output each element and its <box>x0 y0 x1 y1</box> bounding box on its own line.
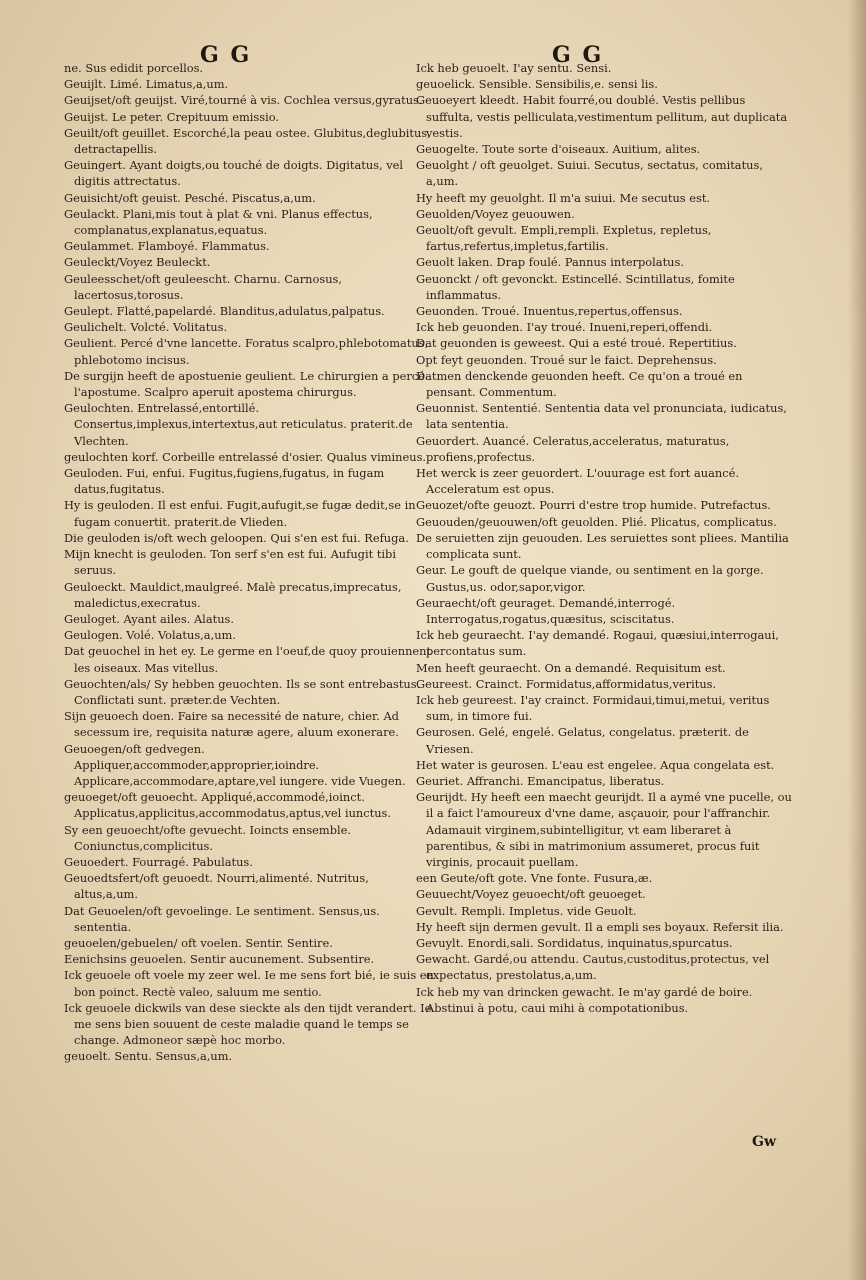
dictionary-entry: Ick geuoele oft voele my zeer wel. Ie me sens fort bié, ie suis en bon poinct. Rectè valeo, saluum me sentio. <box>64 968 434 999</box>
dictionary-entry: Geuloget. Ayant ailes. Alatus. <box>64 611 234 626</box>
dictionary-entry: Sijn geuoech doen. Faire sa necessité de nature, chier. Ad secessum ire, requisita naturæ agere, aluum exonerare. <box>64 709 399 740</box>
dictionary-entry: Geulept. Flatté,papelardé. Blanditus,adulatus,palpatus. <box>64 304 385 319</box>
dictionary-entry: Geureest. Crainct. Formidatus,afformidatus,veritus. <box>416 676 717 691</box>
left-column <box>64 60 436 1065</box>
dictionary-entry: geuoelt. Sentu. Sensus,a,um. <box>64 1049 233 1064</box>
dictionary-entry: Geulient. Percé d'vne lancette. Foratus scalpro,phlebotomatus, phlebotomo incisus. <box>64 336 429 367</box>
dictionary-entry: Geuolght / oft geuolget. Suiui. Secutus, sectatus, comitatus, a,um. <box>416 158 763 189</box>
dictionary-entry: Geuolt/oft gevult. Empli,rempli. Expletus, repletus, fartus,refertus,impletus,fartilis. <box>416 223 712 254</box>
dictionary-entry: Hy is geuloden. Il est enfui. Fugit,aufugit,se fugæ dedit,se in fugam conuertit. praterit.de Vlieden. <box>64 498 416 529</box>
dictionary-entry: De seruietten zijn geuouden. Les seruiettes sont pliees. Mantilia complicata sunt. <box>416 530 789 562</box>
dictionary-entry: geulochten korf. Corbeille entrelassé d'osier. Qualus vimineus. <box>64 449 427 464</box>
dictionary-entry: Geurosen. Gelé, engelé. Gelatus, congelatus. præterit. de Vriesen. <box>416 725 749 756</box>
dictionary-entry: Geuonckt / oft gevonckt. Estincellé. Scintillatus, fomite inflammatus. <box>416 271 735 302</box>
dictionary-entry: Eenichsins geuoelen. Sentir aucunement. Subsentire. <box>64 952 375 967</box>
dictionary-entry: Geuogelte. Toute sorte d'oiseaux. Auitium, alites. <box>416 142 701 157</box>
dictionary-entry: Geuolt laken. Drap foulé. Pannus interpolatus. <box>416 255 684 270</box>
dictionary-entry: een Geute/oft gote. Vne fonte. Fusura,æ. <box>416 871 653 886</box>
dictionary-entry: Geuleesschet/oft geuleescht. Charnu. Carnosus, lacertosus,torosus. <box>64 271 343 302</box>
dictionary-entry: Geulackt. Plani,mis tout à plat & vni. Planus effectus, complanatus,explanatus,equatus. <box>64 206 373 238</box>
dictionary-entry: Ick heb geuoelt. I'ay sentu. Sensi. <box>416 61 612 75</box>
dictionary-entry: Ick heb geureest. I'ay crainct. Formidaui,timui,metui, veritus sum, in timore fui. <box>416 692 770 724</box>
running-header-right: G G <box>552 42 604 68</box>
dictionary-entry: Datmen denckende geuonden heeft. Ce qu'on a troué en pensant. Commentum. <box>416 368 743 400</box>
dictionary-entry: Geulichelt. Volcté. Volitatus. <box>64 320 228 335</box>
page-edge-shadow <box>848 0 866 1280</box>
dictionary-entry: Mijn knecht is geuloden. Ton serf s'en est fui. Aufugit tibi seruus. <box>64 547 396 578</box>
dictionary-entry: Geur. Le gouft de quelque viande, ou sentiment en la gorge. Gustus,us. odor,sapor,vigor. <box>416 563 764 594</box>
dictionary-entry: Geuilt/oft geuillet. Escorché,la peau ostee. Glubitus,deglubitus, detractapellis. <box>64 125 431 157</box>
dictionary-entry: Geuleckt/Voyez Beuleckt. <box>64 255 211 270</box>
dictionary-entry: Hy heeft my geuolght. Il m'a suiui. Me secutus est. <box>416 190 711 205</box>
dictionary-entry: Geulogen. Volé. Volatus,a,um. <box>64 628 236 643</box>
dictionary-entry: geuoeget/oft geuoecht. Appliqué,accommodé,ioinct. Applicatus,applicitus,accommodatus,aptus,vel iunctus. <box>64 790 392 821</box>
dictionary-entry: Opt feyt geuonden. Troué sur le faict. Deprehensus. <box>416 352 717 367</box>
dictionary-entry: Geuuecht/Voyez geuoecht/oft geuoeget. <box>416 887 646 902</box>
dictionary-entry: Geuijset/oft geuijst. Viré,tourné à vis. Cochlea versus,gyratus. <box>64 93 423 108</box>
dictionary-entry: Geuouden/geuouwen/oft geuolden. Plié. Plicatus, complicatus. <box>416 514 777 529</box>
dictionary-entry: geuoelen/gebuelen/ oft voelen. Sentir. Sentire. <box>64 935 333 950</box>
dictionary-entry: Hy heeft sijn dermen gevult. Il a empli ses boyaux. Refersit ilia. <box>416 919 784 934</box>
dictionary-entry: Het water is geurosen. L'eau est engelee. Aqua congelata est. <box>416 757 775 772</box>
dictionary-entry: Sy een geuoecht/ofte gevuecht. Ioincts ensemble. Coniunctus,complicitus. <box>64 822 352 853</box>
dictionary-entry: Geuozet/ofte geuozt. Pourri d'estre trop humide. Putrefactus. <box>416 498 771 513</box>
dictionary-entry: Gevult. Rempli. Impletus. vide Geuolt. <box>416 903 637 918</box>
catchword: Gw <box>752 1134 777 1150</box>
dictionary-entry: Ick heb geuonden. I'ay troué. Inueni,reperi,offendi. <box>416 320 713 335</box>
dictionary-entry: Ick heb my van drincken gewacht. Ie m'ay gardé de boire. Abstinui à potu, caui mihi à compotationibus. <box>416 984 753 1015</box>
dictionary-entry: Geuonnist. Sententié. Sententia data vel pronunciata, iudicatus, lata sententia. <box>416 401 787 432</box>
dictionary-entry: Geuijst. Le peter. Crepituum emissio. <box>64 109 280 124</box>
dictionary-entry: Men heeft geuraecht. On a demandé. Requisitum est. <box>416 660 726 675</box>
dictionary-entry: Geuochten/als/ Sy hebben geuochten. Ils se sont entrebastus. Conflictati sunt. præter.de Vechten. <box>64 676 421 707</box>
dictionary-entry: geuoelick. Sensible. Sensibilis,e. sensi lis. <box>416 77 658 92</box>
dictionary-entry: Geuloden. Fui, enfui. Fugitus,fugiens,fugatus, in fugam datus,fugitatus. <box>64 466 385 497</box>
dictionary-entry: Dat geuochel in het ey. Le germe en l'oeuf,de quoy prouiennent les oiseaux. Mas vitellus. <box>64 644 432 675</box>
dictionary-entry: Geuoedert. Fourragé. Pabulatus. <box>64 854 253 869</box>
dictionary-entry: Geuijlt. Limé. Limatus,a,um. <box>64 77 229 92</box>
dictionary-entry: Geuriet. Affranchi. Emancipatus, liberatus. <box>416 773 665 788</box>
dictionary-entry: Geuonden. Troué. Inuentus,repertus,offensus. <box>416 304 683 319</box>
dictionary-entry: Geuolden/Voyez geuouwen. <box>416 206 575 221</box>
dictionary-entry: De surgijn heeft de apostuenie geulient. Le chirurgien a percé l'apostume. Scalpro aperuit apostema chirurgus. <box>64 368 425 400</box>
dictionary-entry: Geuisicht/oft geuist. Pesché. Piscatus,a,um. <box>64 190 316 205</box>
dictionary-entry: Dat geuonden is geweest. Qui a esté troué. Repertitius. <box>416 336 737 351</box>
dictionary-entry: Geurijdt. Hy heeft een maecht geurijdt. Il a aymé vne pucelle, ou il a faict l'amoureux d'vne dame, asçauoir, pour l'affranchir. Adamauit virginem,subintelligitur, vt eam liberaret à parentibus, & sibi in matrimonium assumeret, procus fuit virginis, procauit puellam. <box>416 790 792 869</box>
dictionary-entry: Ick geuoele dickwils van dese sieckte als den tijdt verandert. Ie me sens bien souuent de ceste maladie quand le temps se change. Admoneor sæpè hoc morbo. <box>64 1000 432 1048</box>
dictionary-entry: Het werck is zeer geuordert. L'ouurage est fort auancé. Acceleratum est opus. <box>416 466 739 497</box>
running-header-left: G G <box>200 42 252 68</box>
dictionary-entry: Gewacht. Gardé,ou attendu. Cautus,custoditus,protectus, vel expectatus, prestolatus,a,um. <box>416 952 770 983</box>
dictionary-entry: Die geuloden is/oft wech geloopen. Qui s'en est fui. Refuga. <box>64 530 409 545</box>
dictionary-entry: Geuoedtsfert/oft geuoedt. Nourri,alimenté. Nutritus, altus,a,um. <box>64 871 369 902</box>
dictionary-entry: Geuordert. Auancé. Celeratus,acceleratus, maturatus, profiens,profectus. <box>416 433 730 464</box>
dictionary-entry: Geuloeckt. Mauldict,maulgreé. Malè precatus,imprecatus, maledictus,execratus. <box>64 579 402 610</box>
dictionary-entry: ne. Sus edidit porcellos. <box>64 61 204 75</box>
dictionary-entry: Geuoeyert kleedt. Habit fourré,ou doublé. Vestis pellibus suffulta, vestis pelliculata,vestimentum pellitum, aut duplicata vestis. <box>416 93 788 140</box>
dictionary-entry: Ick heb geuraecht. I'ay demandé. Rogaui, quæsiui,interrogaui, percontatus sum. <box>416 628 779 659</box>
dictionary-entry: Dat Geuoelen/oft gevoelinge. Le sentiment. Sensus,us. sententia. <box>64 903 380 934</box>
dictionary-entry: Geuoegen/oft gedvegen. Appliquer,accommoder,approprier,ioindre. Applicare,accommodare,aptare,vel iungere. vide Vuegen. <box>64 741 406 788</box>
dictionary-entry: Geulammet. Flamboyé. Flammatus. <box>64 239 270 254</box>
dictionary-entry: Gevuylt. Enordi,sali. Sordidatus, inquinatus,spurcatus. <box>416 935 733 950</box>
dictionary-entry: Geuraecht/oft geuraget. Demandé,interrogé. Interrogatus,rogatus,quæsitus, sciscitatus. <box>416 595 676 626</box>
right-column <box>416 60 794 1016</box>
dictionary-entry: Geulochten. Entrelassé,entortillé. Consertus,implexus,intertextus,aut reticulatus. praterit.de Vlechten. <box>64 401 413 448</box>
dictionary-entry: Geuingert. Ayant doigts,ou touché de doigts. Digitatus, vel digitis attrectatus. <box>64 158 404 189</box>
